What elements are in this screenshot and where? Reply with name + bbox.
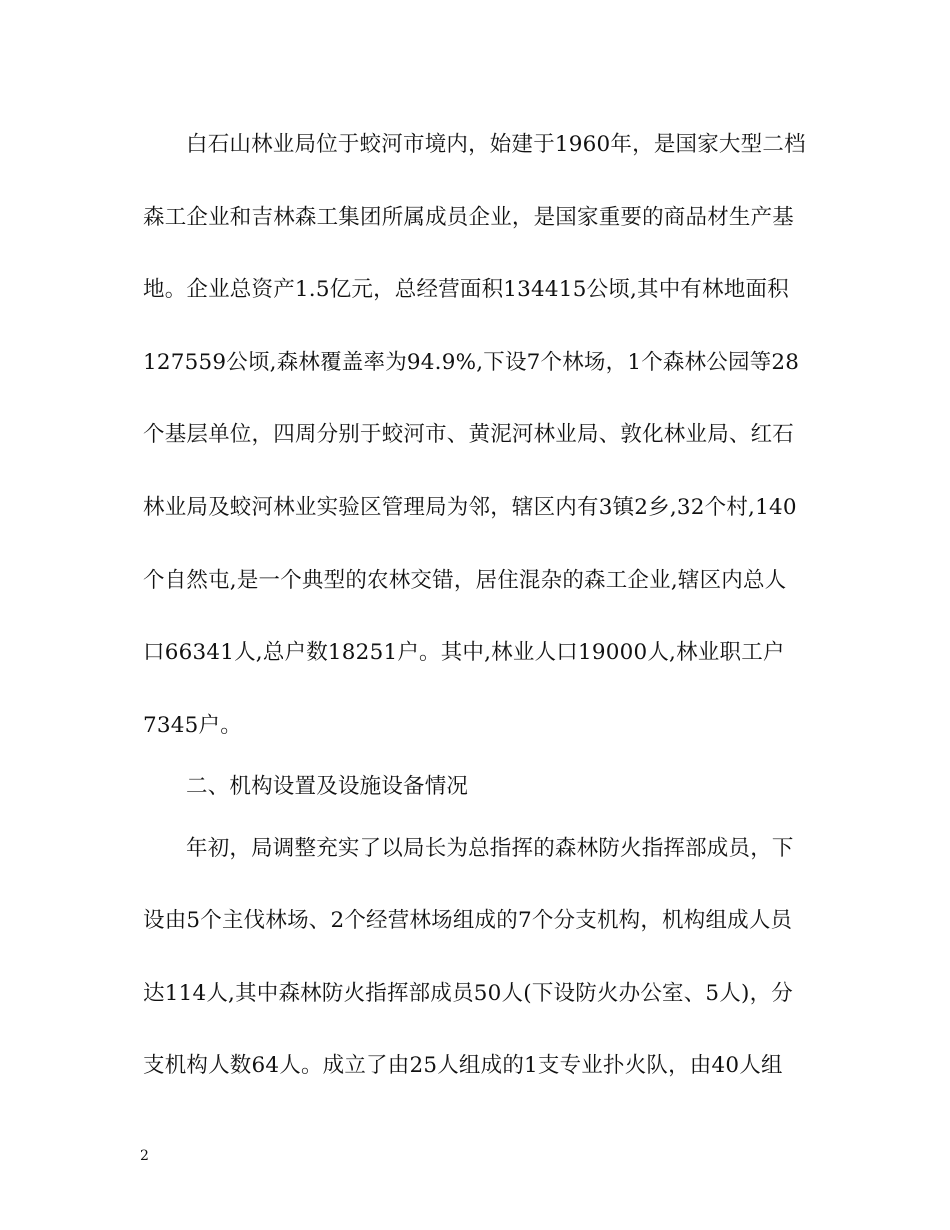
paragraph-line: 年初，局调整充实了以局长为总指挥的森林防火指挥部成员，下 [186,836,794,861]
paragraph-line: 地。企业总资产1.5亿元，总经营面积134415公顷,其中有林地面积 [143,277,789,302]
paragraph-line: 设由5个主伐林场、2个经营林场组成的7个分支机构，机构组成人员 [143,908,793,933]
paragraph-line: 127559公顷,森林覆盖率为94.9%,下设7个林场，1个森林公园等28 [143,350,800,375]
paragraph-line: 支机构人数64人。成立了由25人组成的1支专业扑火队，由40人组 [143,1053,783,1078]
paragraph-line: 个自然屯,是一个典型的农林交错，居住混杂的森工企业,辖区内总人 [143,568,787,593]
page-number: 2 [140,1148,149,1164]
paragraph-line: 7345户。 [143,713,242,738]
paragraph-line: 口66341人,总户数18251户。其中,林业人口19000人,林业职工户 [143,640,785,665]
paragraph-line: 个基层单位，四周分别于蛟河市、黄泥河林业局、敦化林业局、红石 [143,422,795,447]
paragraph-line: 达114人,其中森林防火指挥部成员50人(下设防火办公室、5人)，分 [143,981,793,1006]
paragraph-line: 森工企业和吉林森工集团所属成员企业，是国家重要的商品材生产基 [143,205,795,230]
section-heading: 二、机构设置及设施设备情况 [186,774,469,799]
paragraph-line: 白石山林业局位于蛟河市境内，始建于1960年，是国家大型二档 [186,132,806,157]
paragraph-line: 林业局及蛟河林业实验区管理局为邻，辖区内有3镇2乡,32个村,140 [143,495,797,520]
